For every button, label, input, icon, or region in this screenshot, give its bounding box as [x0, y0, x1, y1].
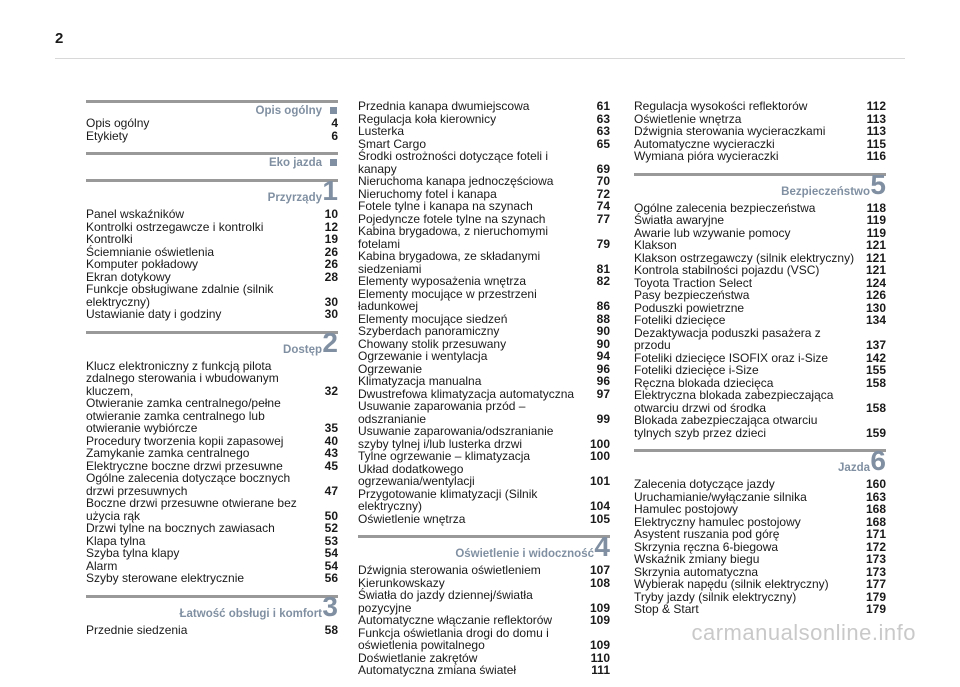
toc-entry-title: Elementy mocujące siedzeń: [358, 311, 508, 326]
toc-entry-title: Szyby sterowane elektrycznie: [86, 571, 245, 585]
toc-entry-page: 112: [866, 99, 886, 113]
toc-entry-title: Kabina brygadowa, z nieruchomymi fotelami: [358, 224, 549, 251]
toc-entry-page: 19: [324, 232, 338, 246]
toc-entry-title: Elektryczne boczne drzwi przesuwne: [86, 458, 283, 473]
toc-entry-title: Doświetlanie zakrętów: [358, 650, 478, 665]
toc-entry-page: 118: [866, 200, 886, 215]
toc-entry-title: Wybierak napędu (silnik elektryczny): [634, 577, 829, 591]
toc-entry-page: 26: [324, 257, 338, 271]
toc-entry-title: Drzwi tylne na bocznych zawiasach: [86, 521, 275, 535]
toc-entry[interactable]: [634, 553, 886, 566]
toc-entry-title: Ogólne zalecenia bezpieczeństwa: [634, 200, 816, 215]
toc-entry[interactable]: [634, 578, 886, 591]
toc-entry-title: Foteliki dziecięce ISOFIX oraz i-Size: [634, 350, 829, 365]
section-title: Bezpieczeństwo: [781, 185, 870, 198]
toc-entry-title: Kontrolki ostrzegawcze i kontrolki: [86, 219, 264, 234]
toc-entry-page: 155: [865, 363, 886, 377]
toc-entry-page: 96: [596, 361, 610, 376]
toc-entry-page: 111: [591, 663, 610, 677]
toc-entry-title: Klapa tylna: [86, 533, 146, 548]
toc-entry-page: 30: [324, 307, 338, 321]
toc-entry[interactable]: [634, 364, 886, 377]
toc-entry-page: 121: [865, 238, 886, 252]
toc-entry[interactable]: [358, 325, 610, 338]
toc-entry[interactable]: [86, 497, 338, 522]
toc-entry-title: Ustawianie daty i godziny: [86, 307, 222, 321]
section-title: Jazda: [838, 462, 870, 474]
toc-entry-title: Ściemnianie oświetlenia: [86, 244, 215, 259]
toc-entry-page: 105: [589, 511, 610, 526]
toc-section: [86, 326, 338, 585]
toc-entry-page: 160: [865, 477, 886, 491]
toc-entry[interactable]: [358, 225, 610, 250]
toc-entry-title: Przygotowanie klimatyzacji (Silnik elektryczny): [358, 486, 538, 513]
toc-entry-page: 172: [865, 539, 886, 554]
toc-entry-title: Światła do jazdy dziennej/światła pozycyjne: [358, 588, 533, 615]
toc-entry-page: 58: [324, 622, 338, 637]
toc-entry-title: Awarie lub wzywanie pomocy: [634, 225, 791, 240]
toc-entry-page: 47: [324, 483, 338, 498]
section-number: 4: [594, 531, 610, 562]
toc-entry-page: 77: [596, 211, 610, 226]
toc-entry-page: 74: [596, 199, 610, 213]
toc-entry-title: Alarm: [86, 558, 118, 573]
section-header: [86, 152, 338, 169]
toc-entry[interactable]: [634, 528, 886, 541]
toc-entry[interactable]: [86, 117, 338, 130]
toc-entry-title: Usuwanie zaparowania przód – odszranianie: [358, 399, 526, 426]
page-number: 2: [55, 30, 64, 47]
toc-entry-page: 53: [324, 533, 338, 548]
toc-entry-page: 90: [596, 336, 610, 351]
toc-section: [86, 590, 338, 637]
toc-entry-page: 124: [865, 275, 886, 290]
toc-entry-title: Opis ogólny: [86, 116, 150, 130]
toc-entry-page: 50: [324, 508, 338, 523]
toc-entry-page: 104: [589, 499, 610, 513]
toc-entry-title: Dezaktywacja poduszki pasażera z przodu: [634, 325, 821, 352]
toc-entry-page: 90: [596, 324, 610, 338]
section-header: [634, 168, 886, 202]
toc-entry-page: 65: [596, 136, 610, 151]
toc-entry-page: 109: [589, 613, 610, 627]
section-header: [358, 531, 610, 564]
toc-entry-title: Regulacja wysokości reflektorów: [634, 99, 808, 113]
section-number: 5: [870, 168, 886, 200]
toc-entry[interactable]: [358, 275, 610, 288]
toc-entry-title: Usuwanie zaparowania/odszranianie szyby tylnej i/lub lusterka drzwi: [358, 424, 554, 451]
toc-column-2: [358, 100, 610, 687]
toc-entry[interactable]: [358, 627, 610, 652]
toc-entry-title: Światła awaryjne: [634, 213, 725, 227]
section-number: 3: [322, 590, 338, 622]
toc-entry-title: Foteliki dziecięce i-Size: [634, 363, 759, 377]
toc-entry-title: Funkcja oświetlania drogi do domu i oświetlenia powitalnego: [358, 625, 549, 652]
toc-entry[interactable]: [358, 100, 610, 113]
section-title: Oświetlenie i widoczność: [455, 548, 594, 560]
toc-entry-page: 109: [589, 600, 610, 615]
toc-entry-title: Przednie siedzenia: [86, 622, 188, 637]
toc-entry[interactable]: [86, 547, 338, 560]
toc-entry[interactable]: [358, 664, 610, 677]
toc-entry-page: 121: [865, 263, 886, 277]
toc-entry-title: Automatyczna zmiana świateł: [358, 663, 517, 677]
toc-entry-title: Pojedyncze fotele tylne na szynach: [358, 211, 546, 226]
toc-entry-title: Kierunkowskazy: [358, 575, 445, 590]
toc-entry-page: 109: [589, 638, 610, 652]
toc-entry-title: Panel wskaźników: [86, 207, 185, 221]
toc-entry[interactable]: [634, 478, 886, 491]
toc-entry-title: Boczne drzwi przesuwne otwierane bez użycia rąk: [86, 496, 297, 523]
toc-entry-title: Kontrola stabilności pojazdu (VSC): [634, 263, 820, 277]
toc-entry[interactable]: [634, 414, 886, 439]
toc-entry-page: 52: [324, 521, 338, 535]
toc-entry-page: 26: [324, 244, 338, 259]
toc-entry-title: Skrzynia ręczna 6-biegowa: [634, 539, 779, 554]
toc-entry-page: 6: [331, 128, 338, 143]
toc-entry[interactable]: [358, 350, 610, 363]
toc-entry-title: Układ dodatkowego ogrzewania/wentylacji: [358, 461, 475, 488]
toc-entry-page: 61: [596, 99, 610, 113]
toc-entry-title: Oświetlenie wnętrza: [358, 511, 466, 526]
toc-entry-title: Pasy bezpieczeństwa: [634, 288, 750, 302]
toc-entry-page: 56: [324, 571, 338, 585]
section-title: Eko jazda: [268, 157, 322, 169]
toc-entry-title: Środki ostrożności dotyczące foteli i kanapy: [358, 149, 549, 176]
toc-entry-page: 173: [865, 552, 886, 566]
toc-entry-title: Zamykanie zamka centralnego: [86, 446, 250, 460]
section-header: [634, 445, 886, 478]
toc-entry-page: 115: [866, 136, 886, 151]
toc-entry-page: 113: [866, 124, 886, 138]
top-divider: [55, 58, 905, 59]
toc-entry-title: Elementy wyposażenia wnętrza: [358, 274, 527, 288]
toc-entry-page: 72: [596, 186, 610, 201]
toc-entry-page: 177: [865, 577, 886, 591]
toc-entry-title: Automatyczne wycieraczki: [634, 136, 775, 151]
toc-entry[interactable]: [358, 400, 610, 425]
toc-entry-title: Procedury tworzenia kopii zapasowej: [86, 433, 284, 448]
toc-entry-title: Blokada zabezpieczająca otwarciu tylnych szyb przez dzieci: [634, 413, 818, 440]
toc-entry[interactable]: [86, 308, 338, 321]
toc-entry-title: Klakson: [634, 238, 677, 252]
toc-entry-title: Klucz elektroniczny z funkcją pilota zdalnego sterowania i wbudowanym kluczem,: [86, 358, 279, 398]
toc-entry-title: Kabina brygadowa, ze składanymi siedzeniami: [358, 249, 541, 276]
section-number: 1: [322, 175, 338, 206]
toc-entry-title: Klimatyzacja manualna: [358, 374, 482, 388]
toc-entry[interactable]: [86, 624, 338, 637]
toc-entry-page: 4: [331, 116, 338, 130]
toc-entry[interactable]: [358, 288, 610, 313]
toc-entry-title: Nieruchomy fotel i kanapa: [358, 186, 497, 201]
toc-entry-page: 35: [324, 421, 338, 435]
section-square-icon: [330, 159, 337, 166]
toc-entry-page: 142: [865, 350, 886, 365]
toc-entry-title: Poduszki powietrzne: [634, 300, 745, 315]
toc-entry-page: 99: [596, 411, 610, 426]
toc-entry-page: 168: [865, 514, 886, 529]
toc-entry[interactable]: [358, 488, 610, 513]
toc-entry-page: 171: [865, 527, 886, 541]
toc-entry-page: 63: [596, 124, 610, 138]
toc-column-3: [634, 100, 886, 626]
toc-entry-page: 163: [865, 489, 886, 504]
toc-entry-page: 173: [865, 564, 886, 579]
toc-entry-title: Dźwignia sterowania oświetleniem: [358, 563, 541, 577]
toc-entry[interactable]: [358, 589, 610, 614]
toc-entry-title: Elementy mocujące w przestrzeni ładunkowej: [358, 286, 537, 313]
toc-entry[interactable]: [358, 375, 610, 388]
toc-entry-title: Komputer pokładowy: [86, 257, 199, 271]
toc-entry-title: Ogrzewanie i wentylacja: [358, 349, 488, 363]
toc-entry-page: 97: [596, 386, 610, 401]
toc-entry-title: Szyba tylna klapy: [86, 546, 180, 560]
toc-entry-title: Regulacja koła kierownicy: [358, 111, 497, 126]
section-square-icon: [330, 107, 337, 114]
toc-entry-title: Toyota Traction Select: [634, 275, 753, 290]
toc-entry-title: Oświetlenie wnętrza: [634, 111, 742, 126]
toc-entry-page: 137: [865, 338, 886, 352]
toc-entry-page: 126: [865, 288, 886, 302]
toc-entry-page: 107: [589, 563, 610, 577]
toc-entry[interactable]: [634, 239, 886, 252]
toc-entry[interactable]: [634, 150, 886, 163]
toc-entry[interactable]: [86, 360, 338, 398]
toc-entry-page: 28: [324, 269, 338, 284]
toc-entry-page: 108: [589, 575, 610, 590]
toc-entry-title: Hamulec postojowy: [634, 502, 739, 516]
section-title: Łatwość obsługi i komfort: [179, 607, 322, 620]
toc-entry-page: 158: [865, 400, 886, 415]
toc-entry-title: Wskaźnik zmiany biegu: [634, 552, 760, 566]
toc-entry[interactable]: [86, 283, 338, 308]
toc-entry[interactable]: [86, 397, 338, 435]
toc-entry-page: 86: [596, 299, 610, 313]
toc-entry-title: Nieruchoma kanapa jednoczęściowa: [358, 174, 554, 188]
toc-entry-title: Ręczna blokada dziecięca: [634, 375, 774, 390]
toc-entry-title: Ogólne zalecenia dotyczące bocznych drzwi przesuwnych: [86, 471, 291, 498]
toc-entry-title: Ogrzewanie: [358, 361, 423, 376]
toc-entry-page: 179: [865, 589, 886, 604]
toc-entry-page: 134: [865, 313, 886, 327]
toc-entry-title: Zalecenia dotyczące jazdy: [634, 477, 775, 491]
toc-entry-page: 88: [596, 311, 610, 326]
toc-entry[interactable]: [634, 327, 886, 352]
toc-entry-page: 130: [865, 300, 886, 315]
toc-entry[interactable]: [86, 233, 338, 246]
toc-section: [634, 445, 886, 616]
toc-section: [86, 152, 338, 169]
toc-entry-page: 32: [324, 383, 338, 398]
toc-entry-title: Elektryczna blokada zabezpieczająca otwarciu drzwi od środka: [634, 388, 834, 415]
toc-entry-page: 30: [324, 294, 338, 309]
toc-entry-page: 110: [590, 650, 610, 665]
toc-entry-title: Kontrolki: [86, 232, 133, 246]
toc-entry-title: Otwieranie zamka centralnego/pełne otwieranie zamka centralnego lub otwieranie wybiórcze: [86, 396, 281, 435]
toc-entry[interactable]: [86, 208, 338, 221]
toc-entry-page: 96: [596, 374, 610, 388]
toc-entry[interactable]: [634, 503, 886, 516]
toc-entry[interactable]: [634, 125, 886, 138]
toc-entry-page: 113: [866, 111, 886, 126]
section-header: [86, 590, 338, 624]
toc-entry[interactable]: [634, 314, 886, 327]
toc-entry[interactable]: [358, 652, 610, 665]
toc-entry-page: 43: [324, 446, 338, 460]
toc-entry-title: Fotele tylne i kanapa na szynach: [358, 199, 533, 213]
toc-entry[interactable]: [86, 447, 338, 460]
toc-entry[interactable]: [634, 100, 886, 113]
toc-entry[interactable]: [634, 603, 886, 616]
toc-entry-title: Przednia kanapa dwumiejscowa: [358, 99, 530, 113]
toc-entry[interactable]: [358, 450, 610, 463]
toc-entry-page: 63: [596, 111, 610, 126]
toc-column-1: [86, 100, 338, 646]
section-title: Przyrządy: [267, 192, 322, 204]
toc-entry-title: Automatyczne włączanie reflektorów: [358, 613, 553, 627]
section-number: 6: [870, 445, 886, 476]
toc-entry[interactable]: [86, 522, 338, 535]
toc-entry-title: Smart Cargo: [358, 136, 427, 151]
toc-entry-page: 101: [589, 474, 610, 488]
toc-entry[interactable]: [86, 130, 338, 143]
toc-entry-title: Etykiety: [86, 128, 129, 143]
toc-entry[interactable]: [358, 250, 610, 275]
toc-entry-page: 40: [324, 433, 338, 448]
toc-entry[interactable]: [634, 289, 886, 302]
toc-entry[interactable]: [358, 200, 610, 213]
toc-entry[interactable]: [358, 150, 610, 175]
toc-entry-page: 69: [596, 161, 610, 176]
toc-entry-title: Asystent ruszania pod górę: [634, 527, 780, 541]
toc-entry-page: 158: [865, 375, 886, 390]
toc-entry-page: 54: [324, 558, 338, 573]
toc-section: [86, 175, 338, 321]
toc-entry[interactable]: [86, 258, 338, 271]
toc-entry-title: Wymiana pióra wycieraczki: [634, 149, 779, 163]
toc-entry-page: 159: [865, 425, 886, 440]
toc-entry-title: Ekran dotykowy: [86, 269, 171, 284]
toc-entry-title: Lusterka: [358, 124, 405, 138]
toc-entry-page: 45: [324, 458, 338, 473]
section-title: Opis ogólny: [255, 105, 322, 117]
toc-entry-page: 119: [866, 213, 886, 227]
toc-entry-title: Klakson ostrzegawczy (silnik elektryczny): [634, 250, 855, 265]
toc-entry-page: 10: [324, 207, 338, 221]
toc-entry-page: 100: [589, 449, 610, 463]
toc-entry-page: 116: [866, 149, 886, 163]
watermark: carmanualsonline.info: [691, 620, 916, 645]
toc-entry-title: Tylne ogrzewanie – klimatyzacja: [358, 449, 531, 463]
section-header: [86, 100, 338, 117]
toc-entry[interactable]: [358, 614, 610, 627]
section-number: 2: [322, 326, 338, 358]
toc-entry-page: 79: [596, 236, 610, 251]
toc-section: [86, 100, 338, 142]
toc-section: [358, 531, 610, 677]
toc-entry[interactable]: [358, 513, 610, 526]
toc-entry-title: Dwustrefowa klimatyzacja automatyczna: [358, 386, 575, 401]
toc-entry-page: 94: [596, 349, 610, 363]
toc-entry[interactable]: [634, 214, 886, 227]
toc-entry[interactable]: [86, 572, 338, 585]
toc-section: [358, 100, 610, 525]
section-header: [86, 326, 338, 360]
toc-entry-page: 82: [596, 274, 610, 288]
toc-entry-title: Chowany stolik przesuwany: [358, 336, 507, 351]
toc-entry[interactable]: [634, 264, 886, 277]
toc-entry-page: 70: [596, 174, 610, 188]
toc-entry-title: Elektryczny hamulec postojowy: [634, 514, 801, 529]
toc-entry[interactable]: [358, 175, 610, 188]
toc-entry-page: 12: [324, 219, 338, 234]
toc-entry-page: 121: [865, 250, 886, 265]
toc-entry-page: 81: [596, 261, 610, 276]
toc-entry-page: 168: [865, 502, 886, 516]
toc-entry-title: Tryby jazdy (silnik elektryczny): [634, 589, 797, 604]
toc-entry[interactable]: [358, 463, 610, 488]
toc-entry-title: Uruchamianie/wyłączanie silnika: [634, 489, 807, 504]
toc-entry-title: Stop & Start: [634, 602, 699, 616]
section-title: Dostęp: [283, 343, 322, 356]
toc-entry[interactable]: [86, 472, 338, 497]
toc-entry-page: 100: [589, 436, 610, 451]
toc-entry[interactable]: [358, 425, 610, 450]
toc-entry-page: 54: [324, 546, 338, 560]
toc-entry-title: Szyberdach panoramiczny: [358, 324, 500, 338]
toc-entry-title: Dźwignia sterowania wycieraczkami: [634, 124, 826, 138]
toc-entry[interactable]: [358, 564, 610, 577]
toc-entry-title: Foteliki dziecięce: [634, 313, 726, 327]
toc-section: [634, 168, 886, 440]
toc-entry[interactable]: [634, 389, 886, 414]
toc-section: [634, 100, 886, 163]
toc-entry-page: 119: [866, 225, 886, 240]
section-header: [86, 175, 338, 208]
toc-entry-title: Skrzynia automatyczna: [634, 564, 759, 579]
toc-entry-page: 179: [865, 602, 886, 616]
toc-entry[interactable]: [358, 125, 610, 138]
toc-entry-title: Funkcje obsługiwane zdalnie (silnik elektryczny): [86, 282, 274, 309]
